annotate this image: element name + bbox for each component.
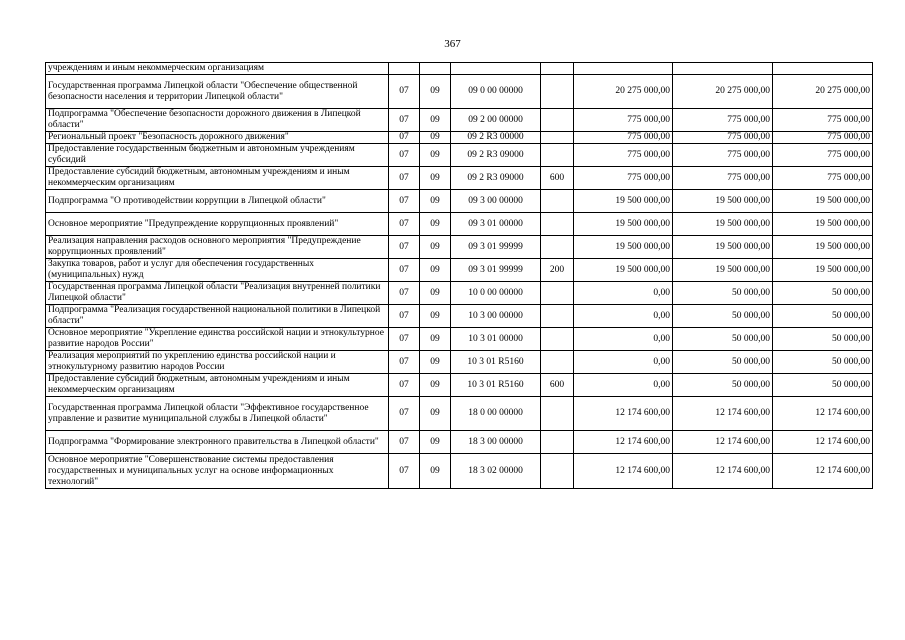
target-code: 18 3 02 00000 bbox=[451, 454, 541, 489]
amount-year1: 19 500 000,00 bbox=[574, 213, 673, 236]
row-name: учреждениям и иным некоммерческим организациям bbox=[46, 63, 389, 75]
amount-year2: 19 500 000,00 bbox=[673, 213, 773, 236]
amount-year2: 12 174 600,00 bbox=[673, 431, 773, 454]
target-code: 09 2 R3 09000 bbox=[451, 167, 541, 190]
table-row bbox=[46, 75, 873, 109]
target-code: 09 2 R3 00000 bbox=[451, 132, 541, 144]
table-row bbox=[46, 190, 873, 213]
amount-year2: 50 000,00 bbox=[673, 351, 773, 374]
amount-year3: 12 174 600,00 bbox=[773, 431, 873, 454]
row-name: Предоставление субсидий бюджетным, автономным учреждениям и иным некоммерческим организациям bbox=[46, 374, 389, 397]
budget-table bbox=[45, 62, 873, 489]
expense-type-code bbox=[541, 213, 574, 236]
row-name: Государственная программа Липецкой области "Обеспечение общественной безопасности населения и территории Липецкой области" bbox=[46, 75, 389, 109]
subsection-code: 09 bbox=[420, 109, 451, 132]
amount-year1: 775 000,00 bbox=[574, 109, 673, 132]
subsection-code bbox=[420, 63, 451, 75]
expense-type-code bbox=[541, 132, 574, 144]
amount-year1: 0,00 bbox=[574, 374, 673, 397]
section-code: 07 bbox=[389, 305, 420, 328]
amount-year3: 20 275 000,00 bbox=[773, 75, 873, 109]
subsection-code: 09 bbox=[420, 213, 451, 236]
amount-year3: 12 174 600,00 bbox=[773, 454, 873, 489]
expense-type-code bbox=[541, 63, 574, 75]
target-code bbox=[451, 63, 541, 75]
amount-year2: 50 000,00 bbox=[673, 328, 773, 351]
section-code: 07 bbox=[389, 132, 420, 144]
amount-year2: 50 000,00 bbox=[673, 305, 773, 328]
amount-year3: 50 000,00 bbox=[773, 305, 873, 328]
subsection-code: 09 bbox=[420, 282, 451, 305]
amount-year1: 12 174 600,00 bbox=[574, 431, 673, 454]
row-name: Основное мероприятие "Совершенствование системы предоставления государственных и муниципальных услуг на основе информационных технологий" bbox=[46, 454, 389, 489]
expense-type-code bbox=[541, 305, 574, 328]
amount-year2: 20 275 000,00 bbox=[673, 75, 773, 109]
subsection-code: 09 bbox=[420, 351, 451, 374]
row-name: Реализация направления расходов основного мероприятия "Предупреждение коррупционных проявлений" bbox=[46, 236, 389, 259]
section-code: 07 bbox=[389, 351, 420, 374]
section-code: 07 bbox=[389, 328, 420, 351]
amount-year3: 775 000,00 bbox=[773, 167, 873, 190]
amount-year2: 775 000,00 bbox=[673, 144, 773, 167]
expense-type-code bbox=[541, 351, 574, 374]
section-code: 07 bbox=[389, 213, 420, 236]
section-code: 07 bbox=[389, 236, 420, 259]
subsection-code: 09 bbox=[420, 236, 451, 259]
target-code: 09 3 00 00000 bbox=[451, 190, 541, 213]
subsection-code: 09 bbox=[420, 167, 451, 190]
section-code: 07 bbox=[389, 144, 420, 167]
section-code: 07 bbox=[389, 374, 420, 397]
amount-year1 bbox=[574, 63, 673, 75]
expense-type-code bbox=[541, 109, 574, 132]
amount-year3: 775 000,00 bbox=[773, 144, 873, 167]
table-row bbox=[46, 454, 873, 489]
table-row bbox=[46, 259, 873, 282]
amount-year3: 19 500 000,00 bbox=[773, 259, 873, 282]
amount-year1: 0,00 bbox=[574, 282, 673, 305]
amount-year2: 12 174 600,00 bbox=[673, 397, 773, 431]
amount-year1: 19 500 000,00 bbox=[574, 190, 673, 213]
section-code: 07 bbox=[389, 109, 420, 132]
expense-type-code bbox=[541, 144, 574, 167]
row-name: Закупка товаров, работ и услуг для обеспечения государственных (муниципальных) нужд bbox=[46, 259, 389, 282]
row-name: Государственная программа Липецкой области "Реализация внутренней политики Липецкой области" bbox=[46, 282, 389, 305]
expense-type-code bbox=[541, 397, 574, 431]
expense-type-code bbox=[541, 282, 574, 305]
target-code: 10 3 01 R5160 bbox=[451, 351, 541, 374]
table-row bbox=[46, 431, 873, 454]
expense-type-code bbox=[541, 75, 574, 109]
row-name: Подпрограмма "Реализация государственной национальной политики в Липецкой области" bbox=[46, 305, 389, 328]
table-row bbox=[46, 282, 873, 305]
table-row bbox=[46, 374, 873, 397]
expense-type-code bbox=[541, 236, 574, 259]
amount-year1: 0,00 bbox=[574, 351, 673, 374]
amount-year3: 50 000,00 bbox=[773, 282, 873, 305]
amount-year3: 50 000,00 bbox=[773, 351, 873, 374]
amount-year2: 50 000,00 bbox=[673, 374, 773, 397]
amount-year3: 50 000,00 bbox=[773, 374, 873, 397]
row-name: Подпрограмма "Формирование электронного правительства в Липецкой области" bbox=[46, 431, 389, 454]
amount-year3: 19 500 000,00 bbox=[773, 236, 873, 259]
target-code: 18 3 00 00000 bbox=[451, 431, 541, 454]
amount-year1: 20 275 000,00 bbox=[574, 75, 673, 109]
amount-year2 bbox=[673, 63, 773, 75]
subsection-code: 09 bbox=[420, 75, 451, 109]
subsection-code: 09 bbox=[420, 454, 451, 489]
target-code: 09 0 00 00000 bbox=[451, 75, 541, 109]
target-code: 09 2 R3 09000 bbox=[451, 144, 541, 167]
table-row bbox=[46, 167, 873, 190]
row-name: Предоставление субсидий бюджетным, автономным учреждениям и иным некоммерческим организациям bbox=[46, 167, 389, 190]
subsection-code: 09 bbox=[420, 259, 451, 282]
row-name: Государственная программа Липецкой области "Эффективное государственное управление и развитие муниципальной службы в Липецкой области" bbox=[46, 397, 389, 431]
amount-year2: 19 500 000,00 bbox=[673, 190, 773, 213]
amount-year1: 775 000,00 bbox=[574, 167, 673, 190]
subsection-code: 09 bbox=[420, 328, 451, 351]
amount-year3: 19 500 000,00 bbox=[773, 190, 873, 213]
section-code: 07 bbox=[389, 282, 420, 305]
expense-type-code: 600 bbox=[541, 167, 574, 190]
section-code: 07 bbox=[389, 397, 420, 431]
page-number: 367 bbox=[444, 38, 461, 50]
target-code: 09 3 01 99999 bbox=[451, 236, 541, 259]
amount-year2: 775 000,00 bbox=[673, 167, 773, 190]
table-row bbox=[46, 397, 873, 431]
row-name: Региональный проект "Безопасность дорожного движения" bbox=[46, 132, 389, 144]
expense-type-code bbox=[541, 431, 574, 454]
expense-type-code bbox=[541, 190, 574, 213]
section-code: 07 bbox=[389, 190, 420, 213]
row-name: Предоставление государственным бюджетным и автономным учреждениям субсидий bbox=[46, 144, 389, 167]
amount-year1: 0,00 bbox=[574, 305, 673, 328]
table-row bbox=[46, 351, 873, 374]
section-code: 07 bbox=[389, 259, 420, 282]
subsection-code: 09 bbox=[420, 397, 451, 431]
subsection-code: 09 bbox=[420, 132, 451, 144]
table-row bbox=[46, 213, 873, 236]
row-name: Подпрограмма "Обеспечение безопасности дорожного движения в Липецкой области" bbox=[46, 109, 389, 132]
table-row bbox=[46, 144, 873, 167]
amount-year2: 19 500 000,00 bbox=[673, 259, 773, 282]
table-row bbox=[46, 63, 873, 75]
expense-type-code: 600 bbox=[541, 374, 574, 397]
amount-year2: 50 000,00 bbox=[673, 282, 773, 305]
target-code: 18 0 00 00000 bbox=[451, 397, 541, 431]
amount-year1: 775 000,00 bbox=[574, 132, 673, 144]
table-row bbox=[46, 236, 873, 259]
amount-year2: 775 000,00 bbox=[673, 109, 773, 132]
expense-type-code bbox=[541, 328, 574, 351]
expense-type-code bbox=[541, 454, 574, 489]
target-code: 10 3 01 R5160 bbox=[451, 374, 541, 397]
section-code: 07 bbox=[389, 431, 420, 454]
amount-year3: 775 000,00 bbox=[773, 132, 873, 144]
amount-year1: 19 500 000,00 bbox=[574, 259, 673, 282]
amount-year3: 50 000,00 bbox=[773, 328, 873, 351]
amount-year2: 19 500 000,00 bbox=[673, 236, 773, 259]
subsection-code: 09 bbox=[420, 144, 451, 167]
subsection-code: 09 bbox=[420, 374, 451, 397]
amount-year1: 12 174 600,00 bbox=[574, 454, 673, 489]
row-name: Основное мероприятие "Укрепление единства российской нации и этнокультурное развитие народов России" bbox=[46, 328, 389, 351]
amount-year3 bbox=[773, 63, 873, 75]
section-code: 07 bbox=[389, 454, 420, 489]
target-code: 09 2 00 00000 bbox=[451, 109, 541, 132]
target-code: 10 3 01 00000 bbox=[451, 328, 541, 351]
amount-year2: 12 174 600,00 bbox=[673, 454, 773, 489]
row-name: Подпрограмма "О противодействии коррупции в Липецкой области" bbox=[46, 190, 389, 213]
subsection-code: 09 bbox=[420, 431, 451, 454]
section-code bbox=[389, 63, 420, 75]
table-row bbox=[46, 328, 873, 351]
table-row bbox=[46, 132, 873, 144]
expense-type-code: 200 bbox=[541, 259, 574, 282]
subsection-code: 09 bbox=[420, 305, 451, 328]
amount-year2: 775 000,00 bbox=[673, 132, 773, 144]
target-code: 10 3 00 00000 bbox=[451, 305, 541, 328]
amount-year1: 19 500 000,00 bbox=[574, 236, 673, 259]
table-row bbox=[46, 109, 873, 132]
section-code: 07 bbox=[389, 75, 420, 109]
row-name: Основное мероприятие "Предупреждение коррупционных проявлений" bbox=[46, 213, 389, 236]
amount-year1: 12 174 600,00 bbox=[574, 397, 673, 431]
amount-year3: 19 500 000,00 bbox=[773, 213, 873, 236]
target-code: 09 3 01 00000 bbox=[451, 213, 541, 236]
subsection-code: 09 bbox=[420, 190, 451, 213]
table-row bbox=[46, 305, 873, 328]
amount-year1: 0,00 bbox=[574, 328, 673, 351]
target-code: 09 3 01 99999 bbox=[451, 259, 541, 282]
target-code: 10 0 00 00000 bbox=[451, 282, 541, 305]
amount-year3: 12 174 600,00 bbox=[773, 397, 873, 431]
amount-year3: 775 000,00 bbox=[773, 109, 873, 132]
section-code: 07 bbox=[389, 167, 420, 190]
amount-year1: 775 000,00 bbox=[574, 144, 673, 167]
row-name: Реализация мероприятий по укреплению единства российской нации и этнокультурному развитию народов России bbox=[46, 351, 389, 374]
